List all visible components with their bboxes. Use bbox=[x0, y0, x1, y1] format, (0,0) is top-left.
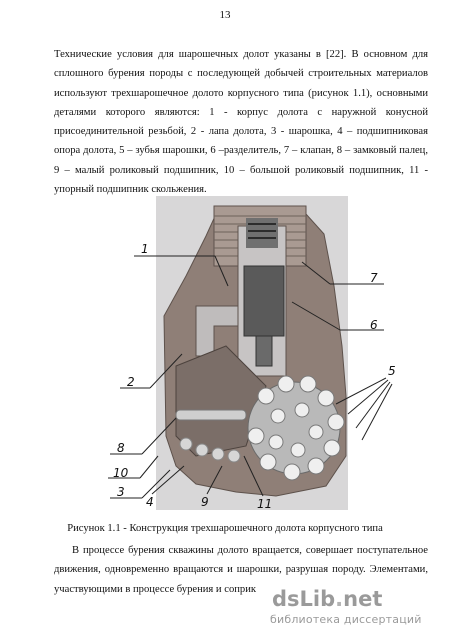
dslib-watermark bbox=[264, 587, 450, 637]
callout-11: 11 bbox=[257, 497, 273, 511]
figure-caption: Рисунок 1.1 - Конструкция трехшарошечного долота корпусного типа bbox=[67, 523, 383, 534]
callout-8: 8 bbox=[117, 441, 125, 455]
text-line: движения, одновременно вращаются и шарошки, разрушая породу. Элементами, bbox=[54, 564, 428, 576]
text-line: деталями которого являются: 1 - корпус долота с наружной конусной bbox=[54, 106, 428, 118]
text-line: В процессе бурения скважины долото вращается, совершает поступательное bbox=[72, 545, 428, 556]
callout-5: 5 bbox=[388, 364, 396, 378]
text-line: используют трехшарошечное долото корпусного типа (рисунок 1.1), основными bbox=[54, 87, 428, 99]
text-line: участвующими в процессе бурения и соприк bbox=[54, 583, 257, 595]
callout-10: 10 bbox=[113, 466, 129, 480]
text-line: Технические условия для шарошечных долот указаны в [22]. В основном для bbox=[54, 49, 428, 60]
callout-1: 1 bbox=[141, 242, 149, 256]
watermark-logo-dot: . bbox=[335, 587, 344, 611]
text-line: опора долота, 5 – зубья шарошки, 6 –разделитель, 7 – клапан, 8 – замковый палец, bbox=[54, 145, 428, 157]
callout-3: 3 bbox=[117, 485, 125, 499]
callout-4: 4 bbox=[146, 495, 154, 509]
callout-7: 7 bbox=[370, 271, 378, 285]
watermark-logo-tld: net bbox=[343, 587, 383, 611]
callout-9: 9 bbox=[201, 495, 209, 509]
callout-2: 2 bbox=[127, 375, 135, 389]
text-line: присоединительной резьбой, 2 - лапа долота, 3 - шарошка, 4 – подшипниковая bbox=[54, 126, 428, 138]
page-number: 13 bbox=[219, 9, 231, 21]
text-line: сплошного бурения породы с последующей добычей строительных материалов bbox=[54, 68, 428, 80]
text-line: упорный подшипник скольжения. bbox=[54, 184, 207, 196]
watermark-logo-main: dsLib bbox=[272, 587, 336, 611]
text-line: 9 – малый роликовый подшипник, 10 – большой роликовый подшипник, 11 - bbox=[54, 164, 428, 176]
callout-6: 6 bbox=[370, 318, 378, 332]
watermark-logo bbox=[272, 587, 382, 611]
watermark-subtitle: библиотека диссертаций bbox=[270, 613, 422, 626]
